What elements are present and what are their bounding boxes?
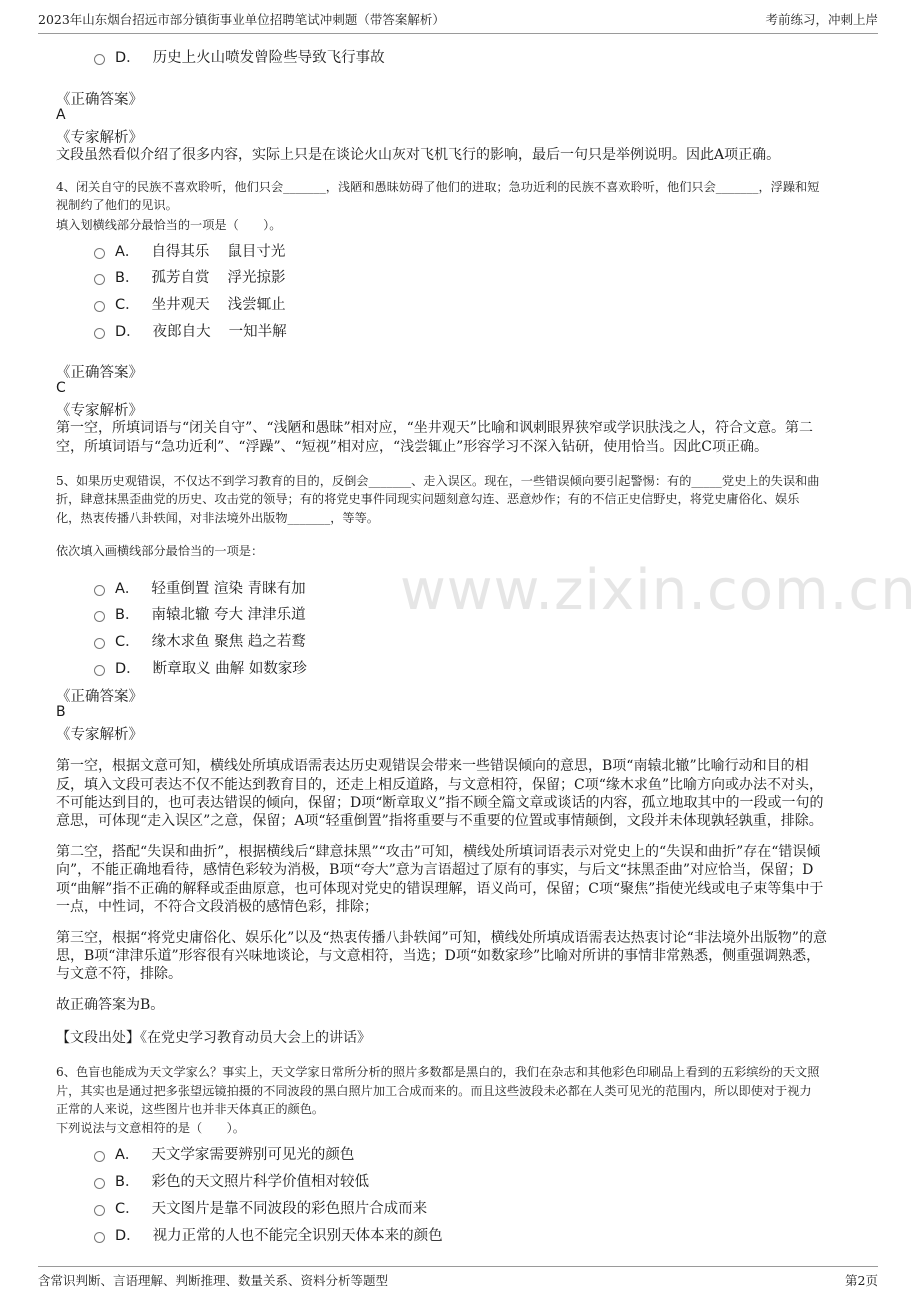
q6-option-d[interactable]: D． 视力正常的人也不能完全识别天体本来的颜色 bbox=[94, 1224, 443, 1245]
q4-option-a[interactable]: A． 自得其乐 鼠目寸光 bbox=[94, 240, 285, 261]
page-number: 第2页 bbox=[845, 1273, 878, 1288]
q4-option-c[interactable]: C． 坐井观天 浅尝辄止 bbox=[94, 293, 286, 314]
q5-prompt: 依次填入画横线部分最恰当的一项是： bbox=[56, 544, 264, 558]
q5-analysis-p2-line-1: 第二空，搭配“失误和曲折”，根据横线后“肆意抹黑”“攻击”可知，横线处所填词语表示对党史上的“失误和曲折”存在“错误倾 bbox=[56, 844, 821, 860]
q5-analysis-p1-line-4: 意思，可体现“走入误区”之意，保留；A项“轻重倒置”指将重要与不重要的位置或事情颠倒，文段并未体现孰轻孰重，排除。 bbox=[56, 813, 823, 829]
radio-button-icon[interactable] bbox=[94, 1151, 105, 1162]
q3-analysis: 文段虽然看似介绍了很多内容，实际上只是在谈论火山灰对飞机飞行的影响，最后一句只是举例说明。因此A项正确。 bbox=[56, 147, 781, 163]
q3-answer-label: 《正确答案》 bbox=[56, 92, 143, 108]
q5-analysis-p3-line-1: 第三空，根据“将党史庸俗化、娱乐化”以及“热衷传播八卦轶闻”可知，横线处所填成语需表达热衷讨论“非法境外出版物”的意 bbox=[56, 930, 827, 946]
page-footer bbox=[38, 1271, 878, 1289]
q5-answer: B bbox=[56, 704, 66, 720]
footer-divider bbox=[38, 1266, 878, 1267]
q5-option-c[interactable]: C． 缘木求鱼 聚焦 趋之若鹜 bbox=[94, 630, 306, 651]
q4-answer: C bbox=[56, 380, 66, 396]
radio-button-icon[interactable] bbox=[94, 1232, 105, 1243]
q5-analysis-p1-line-1: 第一空，根据文意可知，横线处所填成语需表达历史观错误会带来一些错误倾向的意思，B项“南辕北辙”比喻行动和目的相 bbox=[56, 758, 809, 774]
radio-button-icon[interactable] bbox=[94, 638, 105, 649]
watermark: www.zixin.com.cn bbox=[400, 558, 917, 623]
header-divider bbox=[38, 33, 878, 34]
q5-option-d[interactable]: D． 断章取义 曲解 如数家珍 bbox=[94, 657, 307, 678]
q4-analysis-line-1: 第一空，所填词语与“闭关自守”、“浅陋和愚昧”相对应，“坐井观天”比喻和讽刺眼界狭窄或学识肤浅之人，符合文意。第二 bbox=[56, 420, 813, 436]
radio-button-icon[interactable] bbox=[94, 274, 105, 285]
q4-stem-line-1: 4、闭关自守的民族不喜欢聆听，他们只会_______，浅陋和愚昧妨碍了他们的进取；急功近利的民族不喜欢聆听，他们只会_______，浮躁和短 bbox=[56, 180, 820, 194]
q4-prompt: 填入划横线部分最恰当的一项是（ ）。 bbox=[56, 218, 282, 232]
q5-analysis-p1-line-3: 不可能达到目的，也可表达错误的倾向，保留；D项“断章取义”指不顾全篇文章或谈话的内容，孤立地取其中的一段或一句的 bbox=[56, 795, 824, 811]
q5-stem-line-1: 5、如果历史观错误，不仅达不到学习教育的目的，反倒会_______、走入误区。现在，一些错误倾向要引起警惕：有的_____党史上的失误和曲 bbox=[56, 474, 820, 488]
radio-button-icon[interactable] bbox=[94, 1178, 105, 1189]
q6-stem-line-1: 6、色盲也能成为天文学家么？事实上，天文学家日常所分析的照片多数都是黑白的，我们在杂志和其他彩色印刷品上看到的五彩缤纷的天文照 bbox=[56, 1065, 820, 1079]
q3-analysis-label: 《专家解析》 bbox=[56, 130, 143, 146]
q5-option-b[interactable]: B． 南辕北辙 夸大 津津乐道 bbox=[94, 603, 306, 624]
radio-button-icon[interactable] bbox=[94, 248, 105, 259]
q5-analysis-p2-line-2: 向”，不能正确地看待，感情色彩较为消极，B项“夸大”意为言语超过了原有的事实，与后文“抹黑歪曲”对应恰当，保留；D bbox=[56, 862, 814, 878]
q5-option-a[interactable]: A． 轻重倒置 渲染 青睐有加 bbox=[94, 577, 306, 598]
q6-stem-line-2: 片，其实也是通过把多张望远镜拍摄的不同波段的黑白照片加工合成而来的。而且这些波段未必都在人类可见光的范围内，所以即使对于视力 bbox=[56, 1084, 812, 1098]
document-title: 2023年山东烟台招远市部分镇街事业单位招聘笔试冲刺题（带答案解析） bbox=[38, 12, 445, 27]
q4-stem-line-2: 视制约了他们的见识。 bbox=[56, 198, 178, 212]
radio-button-icon[interactable] bbox=[94, 585, 105, 596]
q6-option-b[interactable]: B． 彩色的天文照片科学价值相对较低 bbox=[94, 1170, 369, 1191]
q4-analysis-label: 《专家解析》 bbox=[56, 403, 143, 419]
radio-button-icon[interactable] bbox=[94, 611, 105, 622]
radio-button-icon[interactable] bbox=[94, 301, 105, 312]
q6-option-c[interactable]: C． 天文图片是靠不同波段的彩色照片合成而来 bbox=[94, 1197, 427, 1218]
q5-analysis-label: 《专家解析》 bbox=[56, 727, 143, 743]
radio-button-icon[interactable] bbox=[94, 1205, 105, 1216]
q5-analysis-p1-line-2: 反，填入文段可表达不仅不能达到教育目的，还走上相反道路，与文意相符，保留；C项“缘木求鱼”比喻方向或办法不对头， bbox=[56, 777, 824, 793]
q4-analysis-line-2: 空，所填词语与“急功近利”、“浮躁”、“短视”相对应，“浅尝辄止”形容学习不深入钻研，使用恰当。因此C项正确。 bbox=[56, 439, 768, 455]
q5-analysis-p2-line-4: 一点，中性词，不符合文段消极的感情色彩，排除； bbox=[56, 899, 378, 915]
q3-option-d[interactable]: D． 历史上火山喷发曾险些导致飞行事故 bbox=[94, 46, 385, 67]
header-slogan: 考前练习，冲刺上岸 bbox=[765, 12, 878, 27]
radio-button-icon[interactable] bbox=[94, 665, 105, 676]
page-header bbox=[38, 10, 878, 34]
q5-analysis-p3-line-2: 思，B项“津津乐道”形容很有兴味地谈论，与文意相符，当选；D项“如数家珍”比喻对所讲的事情非常熟悉，侧重强调熟悉， bbox=[56, 948, 821, 964]
q5-answer-label: 《正确答案》 bbox=[56, 689, 143, 705]
q4-option-b[interactable]: B． 孤芳自赏 浮光掠影 bbox=[94, 266, 285, 287]
q4-answer-label: 《正确答案》 bbox=[56, 365, 143, 381]
q5-conclusion: 故正确答案为B。 bbox=[56, 997, 165, 1013]
q5-stem-line-3: 化，热衷传播八卦轶闻，对非法境外出版物_______，等等。 bbox=[56, 511, 379, 525]
q5-analysis-p3-line-3: 与文意不符，排除。 bbox=[56, 966, 182, 982]
footer-topics: 含常识判断、言语理解、判断推理、数量关系、资料分析等题型 bbox=[38, 1273, 389, 1288]
radio-button-icon[interactable] bbox=[94, 54, 105, 65]
q6-stem-line-3: 正常的人来说，这些图片也并非天体真正的颜色。 bbox=[56, 1102, 325, 1116]
q5-stem-line-2: 折，肆意抹黑歪曲党的历史、攻击党的领导；有的将党史事件同现实问题刻意勾连、恶意炒作；有的不信正史信野史，将党史庸俗化、娱乐 bbox=[56, 492, 800, 506]
q5-source: 【文段出处】《在党史学习教育动员大会上的讲话》 bbox=[56, 1030, 371, 1046]
q4-option-d[interactable]: D． 夜郎自大 一知半解 bbox=[94, 320, 287, 341]
q6-option-a[interactable]: A． 天文学家需要辨别可见光的颜色 bbox=[94, 1143, 354, 1164]
q3-answer: A bbox=[56, 107, 66, 123]
q6-prompt: 下列说法与文意相符的是（ ）。 bbox=[56, 1121, 245, 1135]
q5-analysis-p2-line-3: 项“曲解”指不正确的解释或歪曲原意，也可体现对党史的错误理解，语义尚可，保留；C项“聚焦”指使光线或电子束等集中于 bbox=[56, 881, 824, 897]
radio-button-icon[interactable] bbox=[94, 328, 105, 339]
